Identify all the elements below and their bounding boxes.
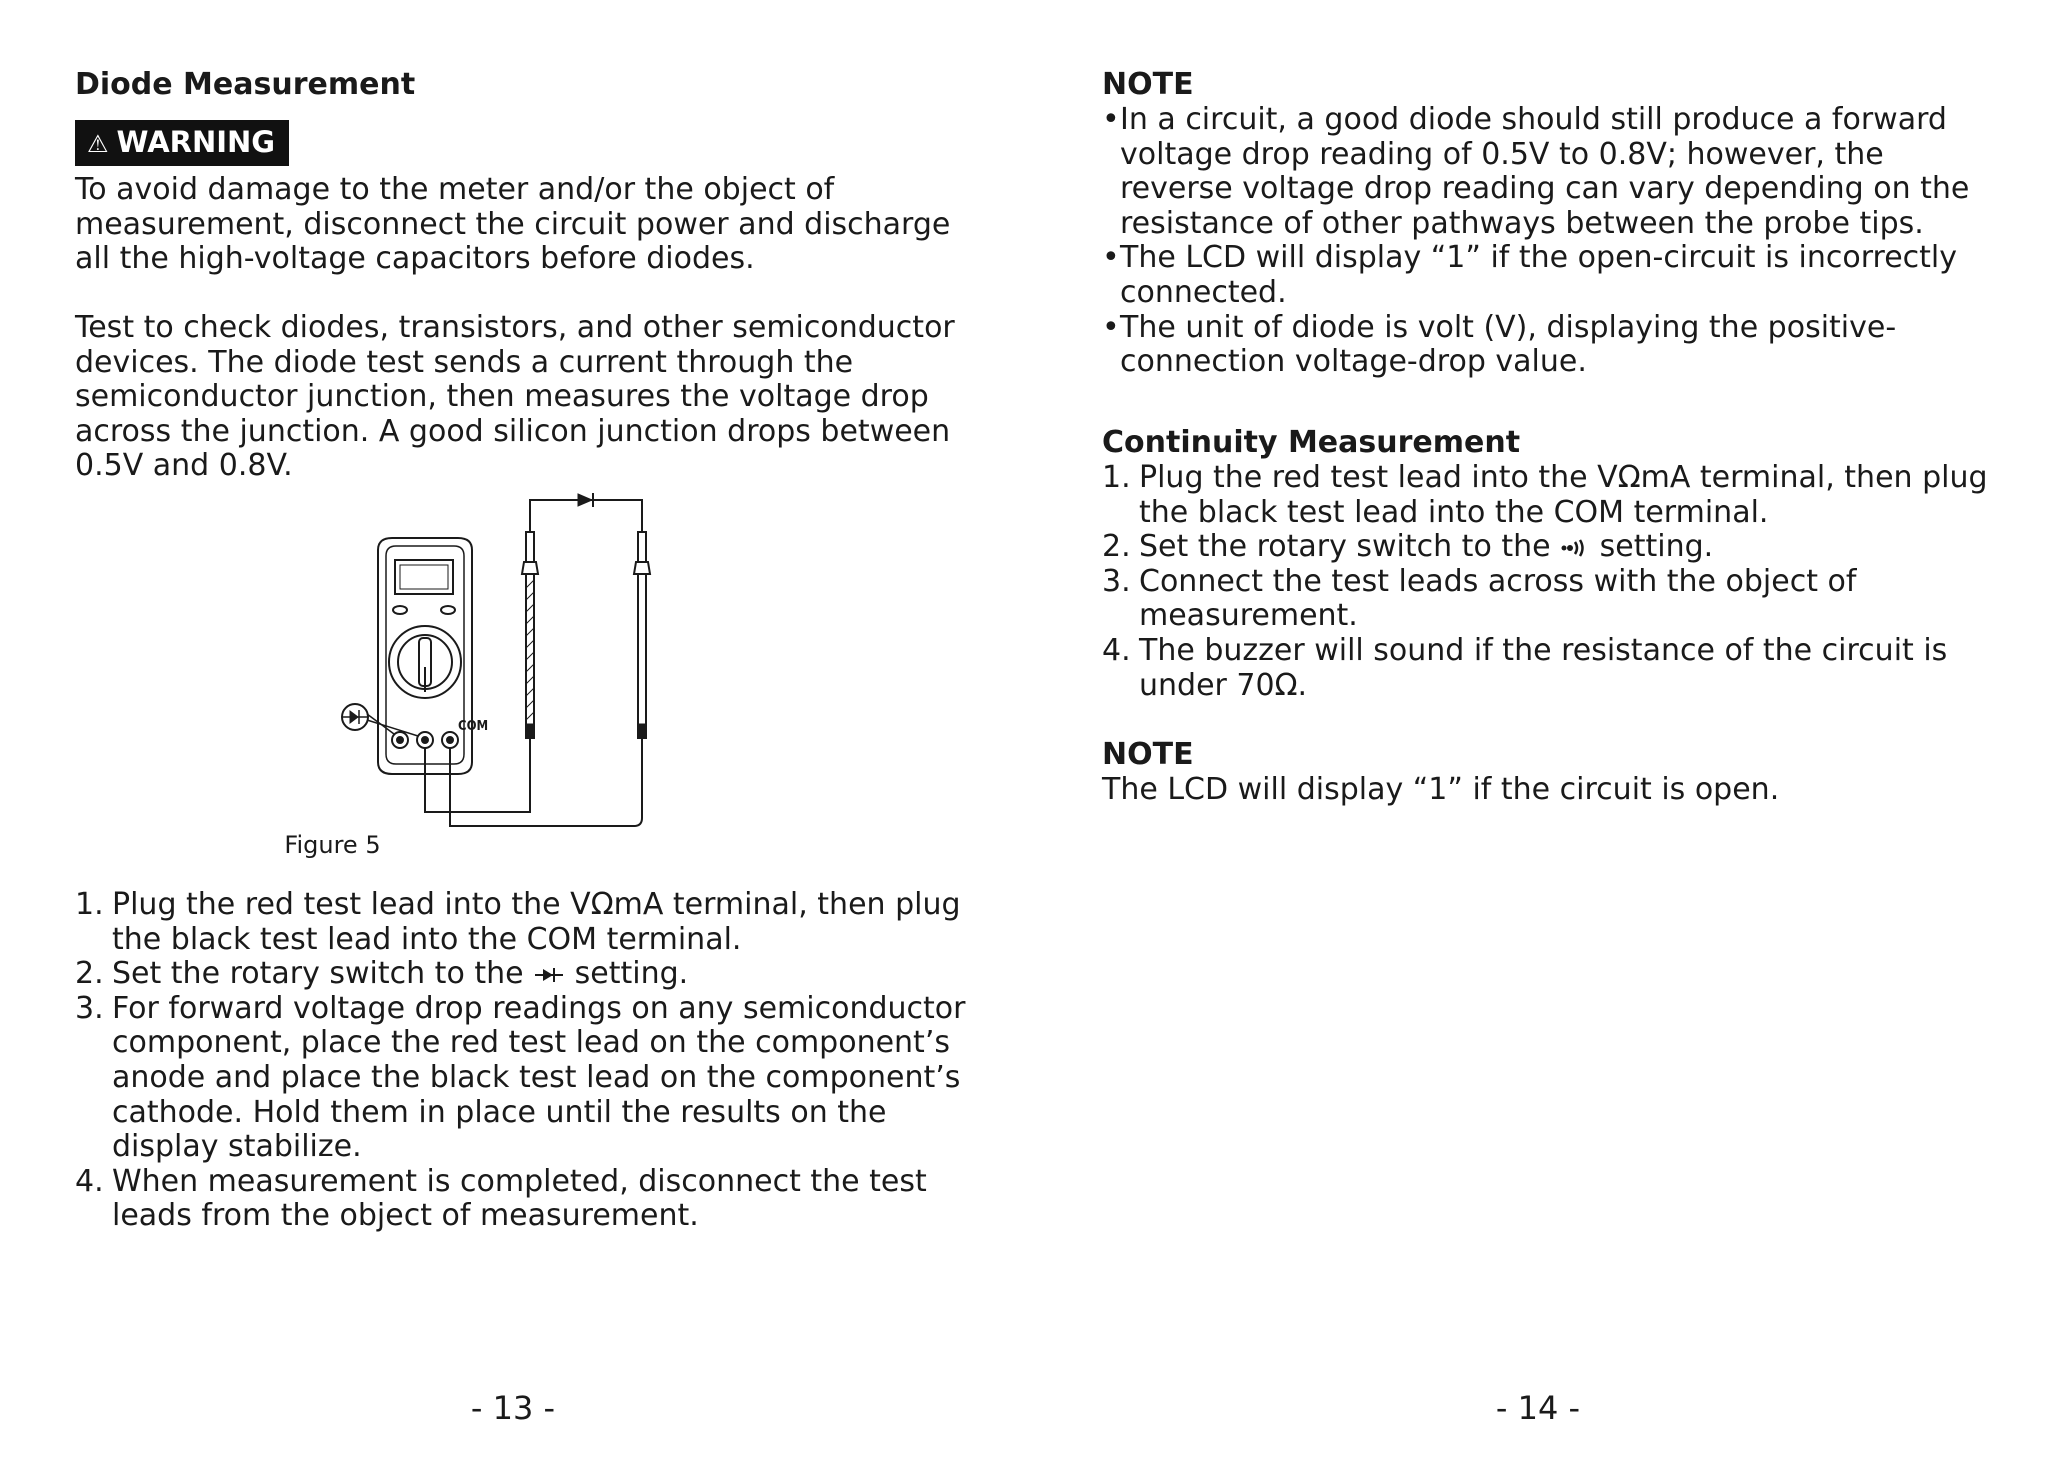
note-heading: NOTE <box>1102 67 1194 102</box>
page-number: - 14 - <box>1495 1389 1581 1427</box>
list-item: 1. Plug the red test lead into the VΩmA terminal, then plug the black test lead into the COM terminal. <box>75 887 961 957</box>
warning-label: WARNING <box>116 125 276 159</box>
warning-badge <box>75 120 289 166</box>
multimeter-diagram <box>330 492 790 862</box>
continuity-measurement-heading: Continuity Measurement <box>1102 425 1521 460</box>
list-item: 1. Plug the red test lead into the VΩmA terminal, then plug the black test lead into the COM terminal. <box>1102 460 1988 530</box>
right-page <box>1102 0 2002 1463</box>
note-list <box>1102 103 1992 380</box>
page-number: - 13 - <box>470 1389 556 1427</box>
continuity-steps-list <box>1102 461 1992 703</box>
warning-text: To avoid damage to the meter and/or the object of measurement, disconnect the circuit power and discharge all the high-voltage capacitors before diodes. <box>75 172 951 277</box>
diode-steps-list <box>75 888 980 1234</box>
list-item: 4. The buzzer will sound if the resistance of the circuit is under 70Ω. <box>1102 632 1948 703</box>
left-page <box>75 0 975 1463</box>
note-text: The LCD will display “1” if the circuit is open. <box>1102 772 1780 807</box>
list-item: 2. Set the rotary switch to the setting. <box>75 956 689 992</box>
intro-text: Test to check diodes, transistors, and other semiconductor devices. The diode test sends a current through the semiconductor junction, then measures the voltage drop across the junction. A good silicon junction drops between 0.5V and 0.8V. <box>75 310 955 484</box>
continuity-buzzer-icon <box>1560 538 1590 558</box>
list-item: 3. Connect the test leads across with the object of measurement. <box>1102 563 1857 634</box>
list-item: • In a circuit, a good diode should still produce a forward voltage drop reading of 0.5V to 0.8V; however, the reverse voltage drop reading can vary depending on the resistance of other pathways between the probe tips. <box>1102 102 1970 241</box>
note-heading-2: NOTE <box>1102 737 1194 772</box>
warning-triangle-icon: ⚠ <box>87 130 109 158</box>
list-item: 3. For forward voltage drop readings on any semiconductor component, place the red test lead on the component’s anode and place the black test lead on the component’s cathode. Hold them in place until the results on the display stabilize. <box>75 990 966 1165</box>
list-item: • The unit of diode is volt (V), displaying the positive-connection voltage-drop value. <box>1102 309 1897 380</box>
diode-measurement-heading: Diode Measurement <box>75 67 416 102</box>
figure-caption: Figure 5 <box>284 831 381 859</box>
diode-icon <box>533 965 565 985</box>
list-item: 2. Set the rotary switch to the setting. <box>1102 529 1714 565</box>
com-terminal-label: COM <box>458 719 489 734</box>
figure-5 <box>330 492 790 862</box>
list-item: 4. When measurement is completed, disconnect the test leads from the object of measurement. <box>75 1163 927 1234</box>
list-item: • The LCD will display “1” if the open-circuit is incorrectly connected. <box>1102 240 1957 310</box>
